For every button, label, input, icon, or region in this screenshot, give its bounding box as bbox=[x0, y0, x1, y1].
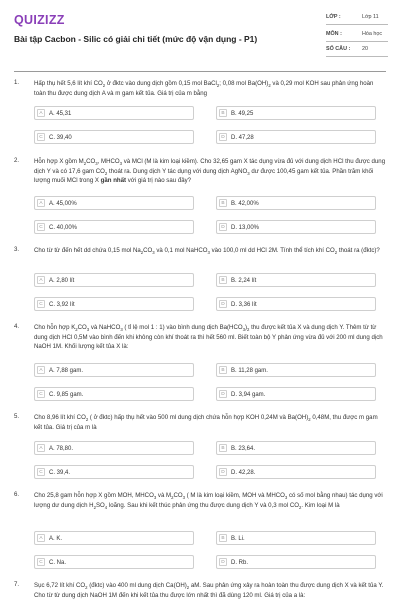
option-letter-badge: D bbox=[219, 390, 227, 398]
question-text: Hỗn hợp X gồm $M_2CO_3$, $MHCO_3$ và MCl (M là kim loại kiềm). Cho 32,65 gam X tác dụng vừa đủ với dung dịch HCl thu được dung dịch Y và có 17,6 gam $CO_2$ thoát ra. Dung dịch Y tác dụng với dung dịch AgNO$_3$ dư được 100,45 gam kết tủa. Phần trăm khối lượng muối MCl trong X gần nhất với giá trị nào sau đây? bbox=[34, 158, 386, 185]
answer-option-b[interactable] bbox=[216, 106, 376, 120]
option-letter-badge: A bbox=[37, 109, 45, 117]
option-letter-badge: D bbox=[219, 223, 227, 231]
answer-option-d[interactable] bbox=[216, 297, 376, 311]
option-text: D. 47,28 bbox=[231, 134, 254, 141]
question-number: 4. bbox=[14, 323, 20, 330]
option-letter-badge: C bbox=[37, 223, 45, 231]
answer-option-d[interactable] bbox=[216, 130, 376, 144]
answer-option-c[interactable] bbox=[34, 387, 194, 401]
option-text: D. Rb. bbox=[231, 559, 249, 566]
option-text: B. 2,24 lít bbox=[231, 277, 257, 284]
answer-option-b[interactable] bbox=[216, 531, 376, 545]
answer-option-a[interactable] bbox=[34, 196, 194, 210]
answer-option-a[interactable] bbox=[34, 106, 194, 120]
meta-class-key: LỚP : bbox=[326, 14, 341, 20]
option-text: B. 23,64. bbox=[231, 445, 256, 452]
answer-option-c[interactable] bbox=[34, 555, 194, 569]
option-letter-badge: B bbox=[219, 534, 227, 542]
answer-option-d[interactable] bbox=[216, 555, 376, 569]
meta-class-value: Lớp 11 bbox=[362, 14, 379, 20]
question-text: Cho hỗn hợp $K_2CO_3$ và NaHCO$_3$ ( tỉ lệ mol 1 : 1) vào bình dung dịch $Ba(HCO_3)_2$ thu được kết tủa X và dung dịch Y. Thêm từ từ dung dịch HCl 0,5M vào bình đến khi không còn khí thoát ra thì hết 560 ml. Biết toàn bộ Y phản ứng vừa đủ với 200 ml dung dịch NaOH 1M. Khối lượng kết tủa X là: bbox=[34, 324, 383, 351]
meta-count-key: SỐ CÂU : bbox=[326, 46, 351, 52]
answer-option-a[interactable] bbox=[34, 363, 194, 377]
option-letter-badge: B bbox=[219, 444, 227, 452]
meta-divider bbox=[326, 41, 388, 42]
option-letter-badge: A bbox=[37, 199, 45, 207]
option-text: A. K. bbox=[49, 535, 63, 542]
option-text: C. 9,85 gam. bbox=[49, 391, 84, 398]
option-text: D. 3,94 gam. bbox=[231, 391, 266, 398]
question-number: 7. bbox=[14, 581, 20, 588]
option-text: C. 3,92 lít bbox=[49, 301, 75, 308]
meta-subject-value: Hóa học bbox=[362, 31, 383, 37]
answer-option-d[interactable] bbox=[216, 387, 376, 401]
option-text: B. 11,28 gam. bbox=[231, 367, 268, 374]
option-text: B. Li. bbox=[231, 535, 245, 542]
answer-option-b[interactable] bbox=[216, 273, 376, 287]
question-text: Cho 8,96 lít khí $CO_2$ ( ở đktc) hấp thụ hết vào 500 ml dung dịch chứa hỗn hợp KOH 0,24M và $Ba(OH)_2$ 0,48M, thu được m gam kết tủa. Giá trị của m là bbox=[34, 414, 378, 431]
answer-option-b[interactable] bbox=[216, 441, 376, 455]
option-text: A. 45,00% bbox=[49, 200, 77, 207]
option-letter-badge: B bbox=[219, 109, 227, 117]
option-letter-badge: D bbox=[219, 468, 227, 476]
option-letter-badge: C bbox=[37, 300, 45, 308]
option-letter-badge: C bbox=[37, 133, 45, 141]
option-text: A. 78,80. bbox=[49, 445, 74, 452]
meta-subject-key: MÔN : bbox=[326, 31, 342, 37]
option-text: C. Na. bbox=[49, 559, 67, 566]
option-text: D. 13,00% bbox=[231, 224, 260, 231]
option-letter-badge: C bbox=[37, 390, 45, 398]
answer-option-a[interactable] bbox=[34, 273, 194, 287]
option-text: C. 39,4. bbox=[49, 469, 71, 476]
answer-option-b[interactable] bbox=[216, 363, 376, 377]
option-letter-badge: D bbox=[219, 300, 227, 308]
option-letter-badge: B bbox=[219, 366, 227, 374]
question-text: Hấp thụ hết 5,6 lít khí $CO_2$ ở đktc vào dung dịch gồm 0,15 mol BaCl$_2$; 0,08 mol $Ba(OH)_2$ và 0,29 mol KOH sau phản ứng hoàn toàn thu được dung dịch A và m gam kết tủa. Giá trị của m bằng bbox=[34, 80, 374, 97]
meta-divider bbox=[326, 24, 388, 25]
question-number: 3. bbox=[14, 246, 20, 253]
option-letter-badge: A bbox=[37, 276, 45, 284]
answer-option-a[interactable] bbox=[34, 441, 194, 455]
header-divider bbox=[14, 71, 386, 72]
option-text: A. 2,80 lít bbox=[49, 277, 75, 284]
answer-option-c[interactable] bbox=[34, 297, 194, 311]
answer-option-c[interactable] bbox=[34, 130, 194, 144]
option-text: C. 40,00% bbox=[49, 224, 78, 231]
option-letter-badge: B bbox=[219, 199, 227, 207]
answer-option-b[interactable] bbox=[216, 196, 376, 210]
question-text: Cho từ từ đến hết dd chứa 0,15 mol $Na_2CO_3$ và 0,1 mol NaHCO$_3$ vào 100,0 ml dd HCl 2M. Tính thể tích khí $CO_2$ thoát ra (đktc)? bbox=[34, 247, 380, 256]
option-letter-badge: B bbox=[219, 276, 227, 284]
document-title: Bài tập Cacbon - Silic có giải chi tiết (mức độ vận dụng - P1) bbox=[14, 34, 258, 44]
answer-option-c[interactable] bbox=[34, 465, 194, 479]
question-number: 6. bbox=[14, 491, 20, 498]
option-text: A. 45,31 bbox=[49, 110, 72, 117]
question-text: Cho 25,8 gam hỗn hợp X gồm MOH, $MHCO_3$ và $M_2CO_3$ ( M là kim loại kiềm, MOH và $MHCO_3$ có số mol bằng nhau) tác dụng với lượng dư dung dịch $H_2SO_4$ loãng. Sau khi kết thúc phản ứng thu được dung dịch Y và 0,3 mol $CO_2$. Kim loại M là bbox=[34, 492, 383, 510]
option-letter-badge: A bbox=[37, 534, 45, 542]
answer-option-a[interactable] bbox=[34, 531, 194, 545]
option-letter-badge: C bbox=[37, 468, 45, 476]
answer-option-c[interactable] bbox=[34, 220, 194, 234]
option-text: B. 49,25 bbox=[231, 110, 254, 117]
option-letter-badge: A bbox=[37, 366, 45, 374]
answer-option-d[interactable] bbox=[216, 220, 376, 234]
question-text: Sục 6,72 lít khí $CO_2$ (đktc) vào 400 ml dung dịch $Ca(OH)_2$ aM. Sau phản ứng xảy ra hoàn toàn thu được dung dịch X và kết tủa Y. Cho từ từ dung dịch NaOH 1M đến khi kết tủa thu được lớn nhất thì đã dùng 120 ml. Giá trị của a là: bbox=[34, 582, 384, 599]
option-text: B. 42,00% bbox=[231, 200, 259, 207]
answer-option-d[interactable] bbox=[216, 465, 376, 479]
question-number: 1. bbox=[14, 79, 20, 86]
option-letter-badge: C bbox=[37, 558, 45, 566]
question-number: 2. bbox=[14, 157, 20, 164]
option-text: D. 3,36 lít bbox=[231, 301, 257, 308]
option-letter-badge: D bbox=[219, 558, 227, 566]
option-letter-badge: A bbox=[37, 444, 45, 452]
question-number: 5. bbox=[14, 413, 20, 420]
option-letter-badge: D bbox=[219, 133, 227, 141]
option-text: C. 39,40 bbox=[49, 134, 72, 141]
document-header bbox=[0, 0, 400, 70]
quizizz-logo: QUIZIZZ bbox=[14, 13, 65, 27]
option-text: D. 42,28. bbox=[231, 469, 256, 476]
meta-divider bbox=[326, 56, 388, 57]
option-text: A. 7,88 gam. bbox=[49, 367, 84, 374]
meta-count-value: 20 bbox=[362, 46, 368, 52]
